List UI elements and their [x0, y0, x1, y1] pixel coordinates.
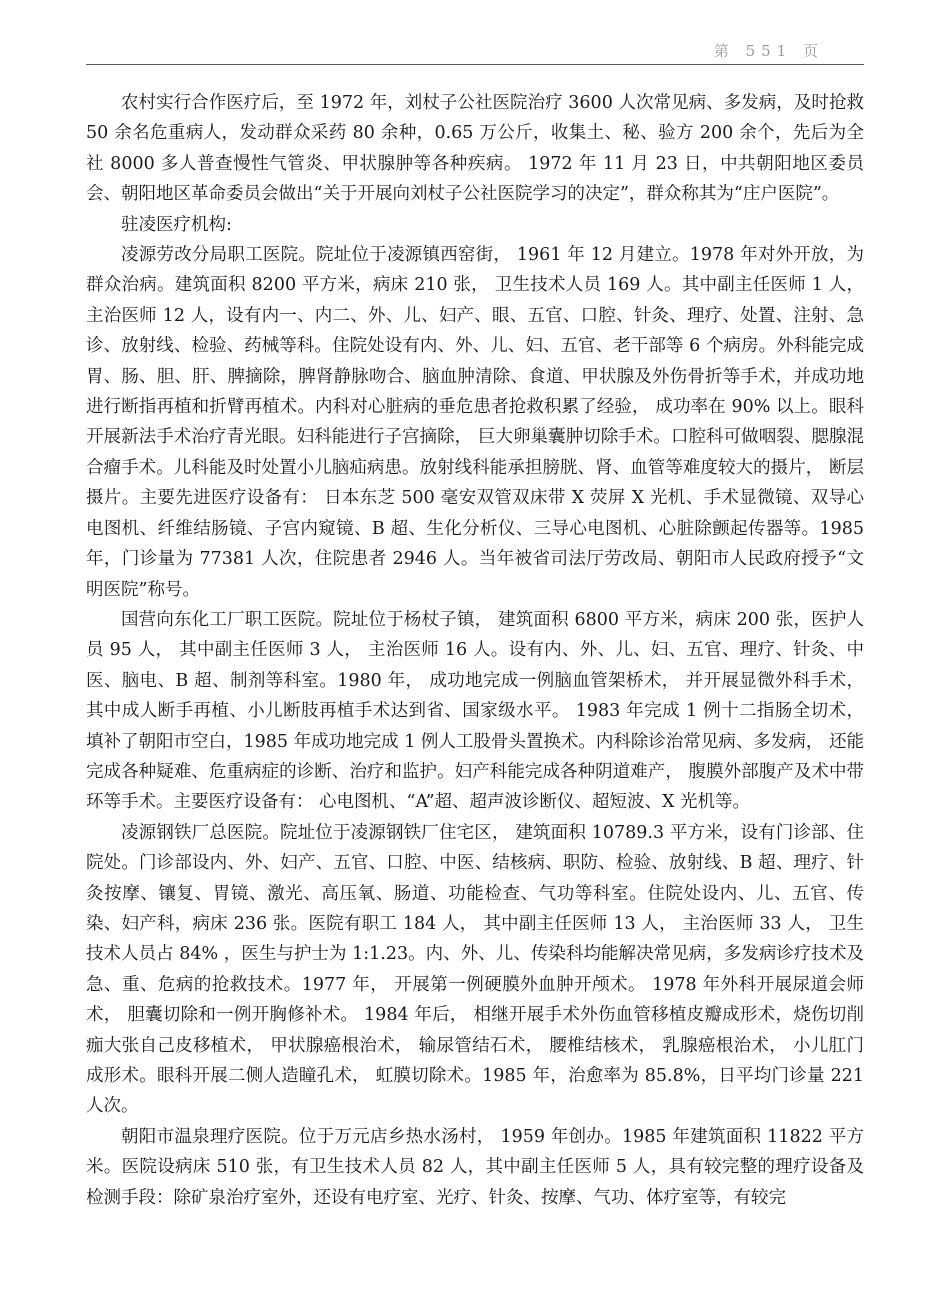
paragraph-labor-reform-hospital: 凌源劳改分局职工医院。院址位于凌源镇西窑街， 1961 年 12 月建立。1978 年对外开放，为群众治病。建筑面积 8200 平方米，病床 210 张， 卫生技术人员 169 人。其中副主任医师 1 人，主治医师 12 人，设有内一、内二、外、儿、妇产、眼、五官、口腔、针灸、理疗、处置、注射、急诊、放射线、检验、药械等科。住院处设有内、外、儿、妇、五官、老干部等 6 个病房。外科能完成胃、肠、胆、肝、脾摘除，脾肾静脉吻合、脑血肿清除、食道、甲状腺及外伤骨折等手术，并成功地进行断指再植和折臂再植术。内科对心脏病的垂危患者抢救积累了经验， 成功率在 90% 以上。眼科开展新法手术治疗青光眼。妇科能进行子宫摘除， 巨大卵巢囊肿切除手术。口腔科可做咽裂、腮腺混合瘤手术。儿科能及时处置小儿脑疝病患。放射线科能承担膀胱、肾、血管等难度较大的摄片， 断层摄片。主要先进医疗设备有： 日本东芝 500 毫安双管双床带 X 荧屏 X 光机、手术显微镜、双导心电图机、纤维结肠镜、子宫内窥镜、B 超、生化分析仪、三导心电图机、心脏除颤起传器等。1985 年，门诊量为 77381 人次，住院患者 2946 人。当年被省司法厅劳改局、朝阳市人民政府授予“文明医院”称号。 [86, 245, 864, 600]
paragraph-cooperative-medical: 农村实行合作医疗后，至 1972 年，刘杖子公社医院治疗 3600 人次常见病、多发病，及时抢救 50 余名危重病人，发动群众采药 80 余种，0.65 万公斤，收集土、秘、验方 200 余个，先后为全社 8000 多人普查慢性气管炎、甲状腺肿等各种疾病。 1972 年 11 月 23 日，中共朝阳地区委员会、朝阳地区革命委员会做出“关于开展向刘杖子公社医院学习的决定”，群众称其为“庄户医院”。 [86, 93, 864, 205]
section-heading-stationed-institutions: 驻凌医疗机构: [121, 214, 232, 235]
header-rule [86, 64, 864, 65]
paragraph-xiangdong-chemical-hospital: 国营向东化工厂职工医院。院址位于杨杖子镇， 建筑面积 6800 平方米，病床 200 张，医护人员 95 人， 其中副主任医师 3 人， 主治医师 16 人。设有内、外、儿、妇、五官、理疗、针灸、中医、脑电、B 超、制剂等科室。1980 年， 成功地完成一例脑血管架桥术， 并开展显微外科手术，其中成人断手再植、小儿断肢再植手术达到省、国家级水平。 1983 年完成 1 例十二指肠全切术， 填补了朝阳市空白，1985 年成功地完成 1 例人工股骨头置换术。内科除诊治常见病、多发病， 还能完成各种疑难、危重病症的诊断、治疗和监护。妇产科能完成各种阴道难产， 腹膜外部腹产及术中带环等手术。主要医疗设备有： 心电图机、“A”超、超声波诊断仪、超短波、X 光机等。 [86, 609, 864, 813]
paragraph-hot-spring-hospital: 朝阳市温泉理疗医院。位于万元店乡热水汤村， 1959 年创办。1985 年建筑面积 11822 平方米。医院设病床 510 张，有卫生技术人员 82 人，其中副主任医师 5 人，具有较完整的理疗设备及检测手段：除矿泉治疗室外，还设有电疗室、光疗、针灸、按摩、气功、体疗室等，有较完 [86, 1126, 864, 1208]
page-number: 第 551 页 [713, 42, 824, 60]
page-header [86, 0, 864, 64]
page-body [86, 88, 864, 1213]
paragraph-steel-plant-hospital: 凌源钢铁厂总医院。院址位于凌源钢铁厂住宅区， 建筑面积 10789.3 平方米，设有门诊部、住院处。门诊部设内、外、妇产、五官、口腔、中医、结核病、职防、检验、放射线、B 超、理疗、针灸按摩、镶复、胃镜、激光、高压氧、肠道、功能检查、气功等科室。住院处设内、儿、五官、传染、妇产科，病床 236 张。医院有职工 184 人， 其中副主任医师 13 人， 主治医师 33 人， 卫生技术人员占 84% ，医生与护士为 1:1.23。内、外、儿、传染科均能解决常见病，多发病诊疗技术及急、重、危病的抢救技术。1977 年， 开展第一例硬膜外血肿开颅术。 1978 年外科开展尿道会师术， 胆囊切除和一例开胸修补术。 1984 年后， 相继开展手术外伤血管移植皮瓣成形术，烧伤切削痂大张自己皮移植术， 甲状腺癌根治术， 输尿管结石术， 腰椎结核术， 乳腺癌根治术， 小儿肛门成形术。眼科开展二侧人造瞳孔术， 虹膜切除术。1985 年，治愈率为 85.8%，日平均门诊量 221 人次。 [86, 822, 864, 1117]
